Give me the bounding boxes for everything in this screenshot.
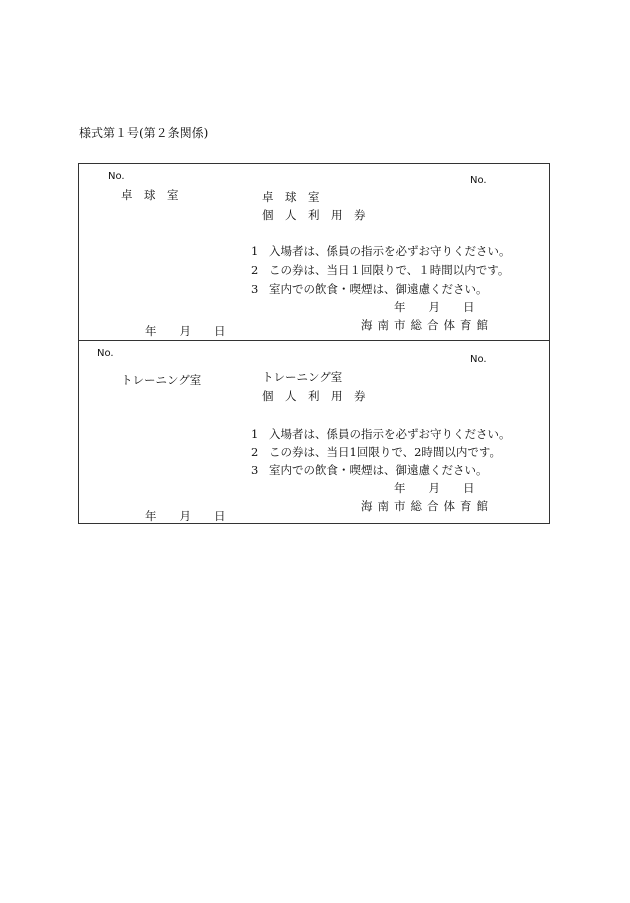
rule-number: 1 xyxy=(251,427,259,441)
rule-text: この券は、当日1回限りで、2時間以内です。 xyxy=(269,445,501,459)
rule-text: 入場者は、係員の指示を必ずお守りください。 xyxy=(269,244,511,258)
rule-text: 入場者は、係員の指示を必ずお守りください。 xyxy=(269,427,511,441)
ticket-date: 年 月 日 xyxy=(394,300,475,314)
rule-number: 3 xyxy=(251,463,259,477)
rule-text: この券は、当日１回限りで、１時間以内です。 xyxy=(269,263,510,277)
ticket-table-tennis xyxy=(78,163,550,341)
stub-room-name: トレーニング室 xyxy=(121,373,202,387)
stub-room-name: 卓 球 室 xyxy=(121,188,179,202)
stub-date: 年 月 日 xyxy=(145,324,226,338)
ticket-number-label: No. xyxy=(470,175,487,186)
ticket-date: 年 月 日 xyxy=(394,481,475,495)
rule-number: 3 xyxy=(251,282,259,296)
issuer-name: 海南市総合体育館 xyxy=(361,318,493,332)
rule-item xyxy=(251,447,501,459)
form-number-label: 様式第１号(第２条関係) xyxy=(79,126,209,140)
ticket-title: 個 人 利 用 券 xyxy=(262,389,366,403)
stub-number-label: No. xyxy=(108,171,125,182)
rule-text: 室内での飲食・喫煙は、御遠慮ください。 xyxy=(269,463,488,477)
rule-item xyxy=(251,429,511,441)
stub-number-label: No. xyxy=(97,348,114,359)
ticket-room-name: 卓 球 室 xyxy=(262,190,320,204)
ticket-number-label: No. xyxy=(470,354,487,365)
rule-number: 2 xyxy=(251,263,259,277)
ticket-training-room xyxy=(78,340,550,524)
ticket-room-name: トレーニング室 xyxy=(262,370,343,384)
rule-text: 室内での飲食・喫煙は、御遠慮ください。 xyxy=(269,282,488,296)
rule-number: 2 xyxy=(251,445,259,459)
rule-item xyxy=(251,465,488,477)
rule-number: 1 xyxy=(251,244,259,258)
ticket-title: 個 人 利 用 券 xyxy=(262,208,366,222)
rule-item xyxy=(251,246,511,258)
stub-date: 年 月 日 xyxy=(145,509,226,523)
rule-item xyxy=(251,284,488,296)
rule-item xyxy=(251,265,509,277)
issuer-name: 海南市総合体育館 xyxy=(361,499,493,513)
